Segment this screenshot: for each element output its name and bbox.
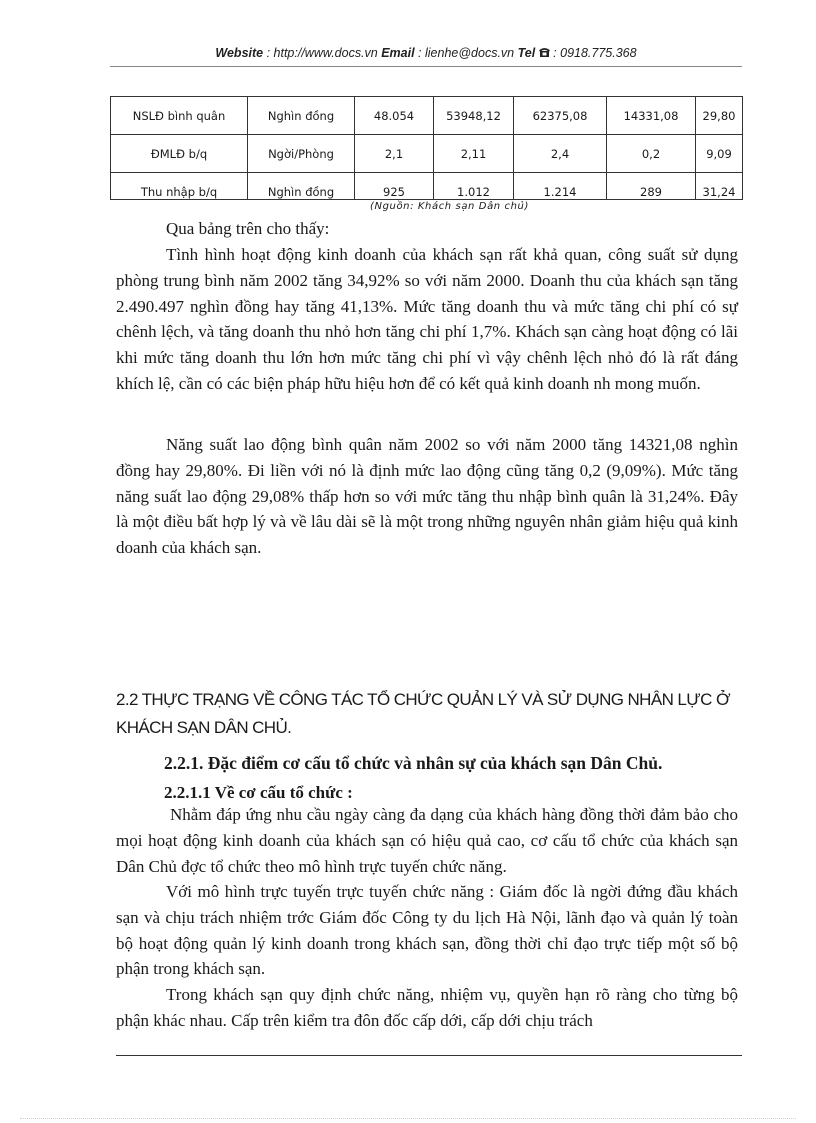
website-value: : http://www.docs.vn [263, 46, 382, 60]
structure-paragraph-2: Với mô hình trực tuyến trực tuyến chức năng : Giám đốc là ngời đứng đầu khách sạn và chịu trách nhiệm trớc Giám đốc Công ty du lịch Hà Nội, lãnh đạo và quản lý toàn bộ hoạt động quản lý kinh doanh trong khách sạn, đồng thời chỉ đạo trực tiếp một số bộ phận trong khách sạn. [116, 882, 738, 979]
tel-value: : 0918.775.368 [549, 46, 637, 60]
analysis-paragraph-2: Năng suất lao động bình quân năm 2002 so với năm 2000 tăng 14321,08 nghìn đồng hay 29,80%. Đi liền với nó là định mức lao động cũng tăng 0,2 (9,09%). Mức tăng năng suất lao động 29,08% thấp hơn so với mức tăng thu nhập bình quân là 31,24%. Đây là một điều bất hợp lý và về lâu dài sẽ là một trong những nguyên nhân giảm hiệu quả kinh doanh của khách sạn. [116, 435, 738, 558]
table-source: (Nguồn: Khách sạn Dân chủ) [370, 201, 529, 212]
table-cell: 53948,12 [434, 97, 514, 135]
subsubsection-heading: 2.2.1.1 Về cơ cấu tổ chức : [164, 783, 353, 802]
table-row [111, 135, 743, 173]
table-cell: 289 [607, 173, 696, 200]
table-cell: 31,24 [696, 173, 743, 200]
intro-paragraph: Qua bảng trên cho thấy: [166, 219, 330, 238]
statistics-table [110, 96, 743, 200]
page-edge-dotted-line [20, 1118, 796, 1119]
table-cell: 2,1 [355, 135, 434, 173]
table-cell: Ngời/Phòng [248, 135, 355, 173]
tel-label: Tel [517, 46, 536, 60]
table-cell: 29,80 [696, 97, 743, 135]
table-row [111, 173, 743, 200]
table-cell: NSLĐ bình quân [111, 97, 248, 135]
table-cell: 2,4 [514, 135, 607, 173]
section-title: 2.2 THỰC TRẠNG VỀ CÔNG TÁC TỔ CHỨC QUẢN LÝ VÀ SỬ DỤNG NHÂN LỰC Ở KHÁCH SẠN DÂN CHỦ. [116, 690, 730, 737]
structure-paragraph-3: Trong khách sạn quy định chức năng, nhiệm vụ, quyền hạn rõ ràng cho từng bộ phận khác nhau. Cấp trên kiểm tra đôn đốc cấp dới, cấp dới chịu trách [116, 985, 738, 1030]
email-value: : lienhe@docs.vn [414, 46, 518, 60]
website-label: Website [215, 46, 264, 60]
phone-icon [539, 48, 550, 58]
table-cell: 14331,08 [607, 97, 696, 135]
analysis-paragraph-1: Tình hình hoạt động kinh doanh của khách sạn rất khả quan, công suất sử dụng phòng trung bình năm 2002 tăng 34,92% so với năm 2000. Doanh thu của khách sạn tăng 2.490.497 nghìn đồng hay tăng 41,13%. Mức tăng doanh thu và mức tăng chi phí có sự chênh lệch, và tăng doanh thu nhỏ hơn tăng chi phí 1,7%. Khách sạn càng hoạt động có lãi khi mức tăng doanh thu lớn hơn mức tăng chi phí vì vậy chênh lệch nhỏ đó là rất đáng khích lệ, cần có các biện pháp hữu hiệu hơn để có kết quả kinh doanh nh mong muốn. [116, 245, 738, 393]
page-header [110, 46, 742, 60]
table-cell: 62375,08 [514, 97, 607, 135]
header-divider [110, 66, 742, 67]
structure-paragraph-1: Nhằm đáp ứng nhu cầu ngày càng đa dạng của khách hàng đồng thời đảm bảo cho mọi hoạt động kinh doanh của khách sạn có hiệu quả cao, cơ cấu tổ chức của khách sạn Dân Chủ đợc tổ chức theo mô hình trực tuyến chức năng. [116, 805, 738, 876]
footer-divider [116, 1055, 742, 1056]
table-cell: Nghìn đồng [248, 97, 355, 135]
table-cell: Thu nhập b/q [111, 173, 248, 200]
table-cell: ĐMLĐ b/q [111, 135, 248, 173]
subsection-heading: 2.2.1. Đặc điểm cơ cấu tổ chức và nhân sự của khách sạn Dân Chủ. [164, 753, 663, 773]
table-cell: 1.214 [514, 173, 607, 200]
table-cell: 48.054 [355, 97, 434, 135]
table-cell: 1.012 [434, 173, 514, 200]
table-row [111, 97, 743, 135]
table-cell: 2,11 [434, 135, 514, 173]
table-cell: 925 [355, 173, 434, 200]
table-cell: 0,2 [607, 135, 696, 173]
table-cell: Nghìn đồng [248, 173, 355, 200]
email-label: Email [381, 46, 415, 60]
table-cell: 9,09 [696, 135, 743, 173]
